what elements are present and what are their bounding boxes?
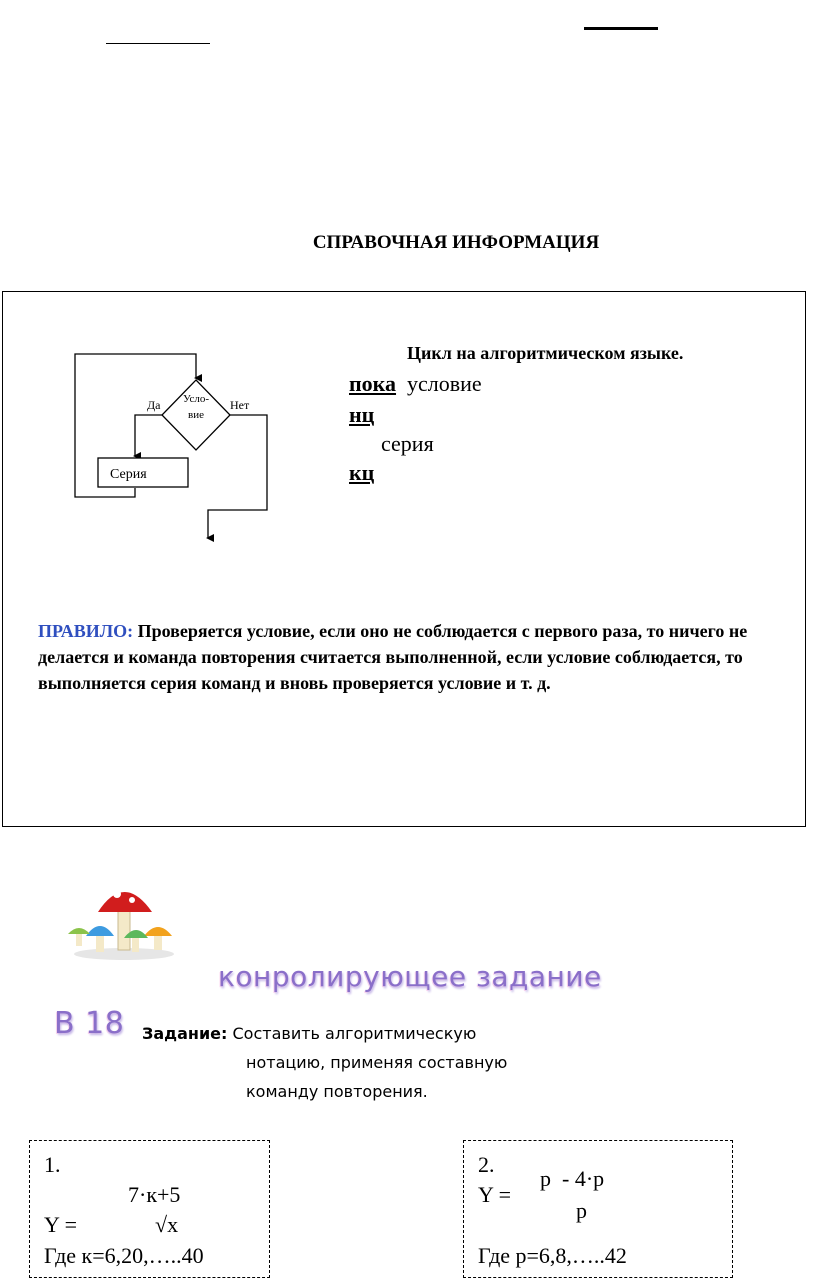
task-line-1-text: Составить алгоритмическую [232,1024,477,1043]
end-line [349,460,482,486]
top-rule-left [106,43,210,44]
problem-1-where: Где к=6,20,…..40 [44,1243,204,1268]
condition-text: условие [407,371,482,396]
variant-label: В 18 [54,1006,125,1041]
series-label: Серия [110,467,147,482]
mushrooms-image [62,872,182,962]
problem-1-numerator: 7·к+5 [128,1182,181,1207]
begin-keyword: нц [349,402,375,427]
rule-text: Проверяется условие, если оно не соблюдается с первого раза, то ничего не делается и команда повторения считается выполненной, если условие соблюдается, то выполняется серия команд и вновь проверяется условие и т. д. [38,621,748,693]
rule-label: ПРАВИЛО: [38,621,134,641]
problem-2-where: Где р=6,8,…..42 [478,1243,627,1268]
yes-label: Да [147,398,161,412]
yes-branch-line [135,415,162,456]
problem-2-numerator: p - 4·p [540,1166,605,1191]
task-line-2: нотацию, применяя составную [246,1053,508,1072]
task-text [142,1019,507,1106]
no-branch-line [208,415,267,538]
top-rule-right [584,27,658,30]
task-line-1 [142,1019,507,1048]
problem-1-denominator: √x [155,1212,179,1237]
begin-line [349,402,482,428]
problem-2-number: 2. [478,1152,495,1177]
end-keyword: кц [349,460,375,485]
while-line [349,371,482,397]
while-keyword: пока [349,371,397,396]
algorithm-title: Цикл на алгоритмическом языке. [407,343,684,363]
no-label: Нет [230,398,250,412]
control-task-title: конролирующее задание [218,960,602,993]
task-line-3: команду повторения. [246,1082,428,1101]
condition-label-1: Усло- [182,393,210,405]
problem-2-lhs: Y = [478,1182,511,1207]
rule-paragraph [38,618,803,696]
algorithm-code [349,371,482,486]
task-label: Задание: [142,1024,228,1043]
problem-2-denominator: p [576,1198,587,1223]
problem-1-lhs: Y = [44,1212,77,1237]
page-heading: СПРАВОЧНАЯ ИНФОРМАЦИЯ [312,232,600,253]
loop-flowchart [60,340,300,550]
series-text: серия [381,431,434,456]
problem-1-number: 1. [44,1152,61,1177]
condition-label-2: вие [188,409,204,421]
